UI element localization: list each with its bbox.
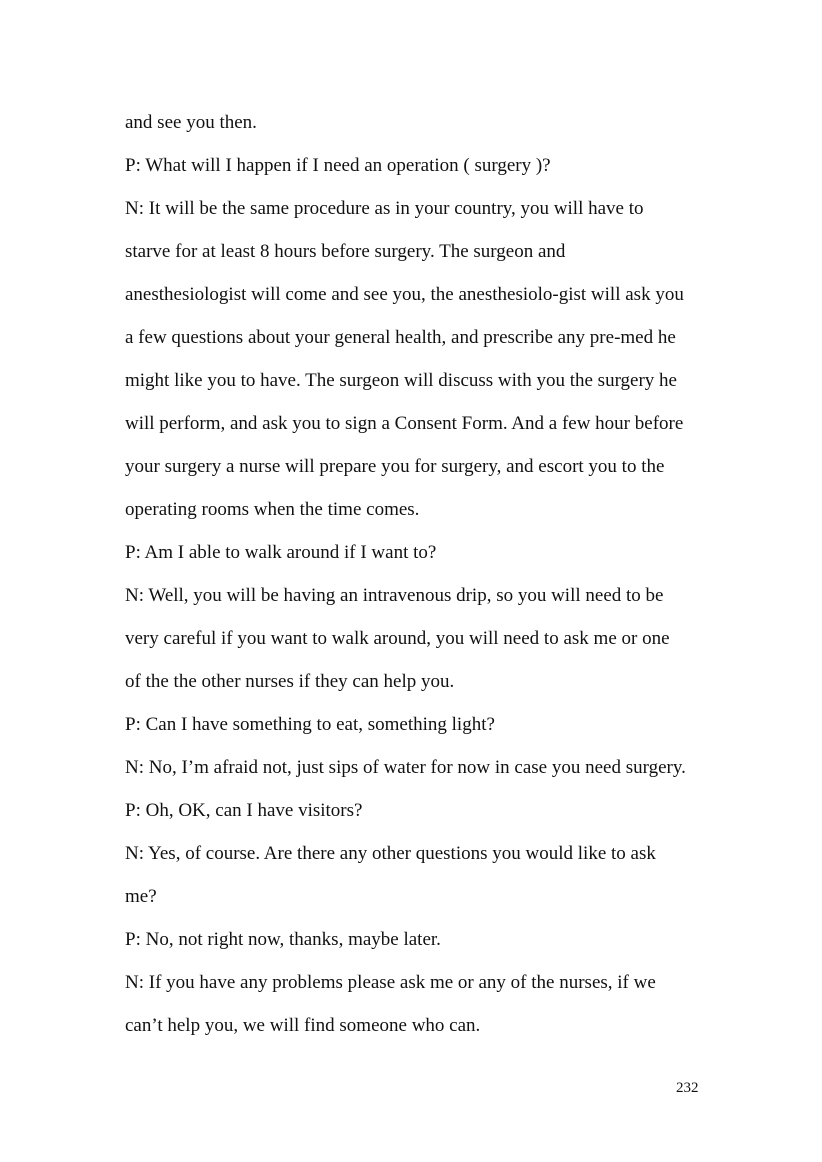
text-line: will perform, and ask you to sign a Consent Form. And a few hour before xyxy=(125,413,684,434)
text-line: P: Can I have something to eat, something light? xyxy=(125,714,495,735)
text-line: of the the other nurses if they can help you. xyxy=(125,671,455,692)
text-line: P: What will I happen if I need an operation ( surgery )? xyxy=(125,155,551,176)
page-number: 232 xyxy=(676,1080,699,1096)
text-line: N: No, I’m afraid not, just sips of water for now in case you need surgery. xyxy=(125,757,686,778)
text-line: N: Well, you will be having an intravenous drip, so you will need to be xyxy=(125,585,664,606)
text-line: me? xyxy=(125,886,157,907)
text-line: P: Am I able to walk around if I want to? xyxy=(125,542,437,563)
text-line: N: Yes, of course. Are there any other questions you would like to ask xyxy=(125,843,656,864)
text-line: your surgery a nurse will prepare you for surgery, and escort you to the xyxy=(125,456,665,477)
text-line: anesthesiologist will come and see you, the anesthesiolo-gist will ask you xyxy=(125,284,684,305)
text-line: a few questions about your general health, and prescribe any pre-med he xyxy=(125,327,676,348)
text-line: starve for at least 8 hours before surgery. The surgeon and xyxy=(125,241,566,262)
text-line: operating rooms when the time comes. xyxy=(125,499,420,520)
text-line: P: Oh, OK, can I have visitors? xyxy=(125,800,363,821)
text-line: N: If you have any problems please ask me or any of the nurses, if we xyxy=(125,972,656,993)
dialogue-text xyxy=(125,108,725,1054)
text-line: N: It will be the same procedure as in your country, you will have to xyxy=(125,198,644,219)
text-line: P: No, not right now, thanks, maybe later. xyxy=(125,929,441,950)
text-line: can’t help you, we will find someone who can. xyxy=(125,1015,481,1036)
text-line: might like you to have. The surgeon will discuss with you the surgery he xyxy=(125,370,677,391)
text-line: very careful if you want to walk around, you will need to ask me or one xyxy=(125,628,670,649)
text-line: and see you then. xyxy=(125,112,257,133)
